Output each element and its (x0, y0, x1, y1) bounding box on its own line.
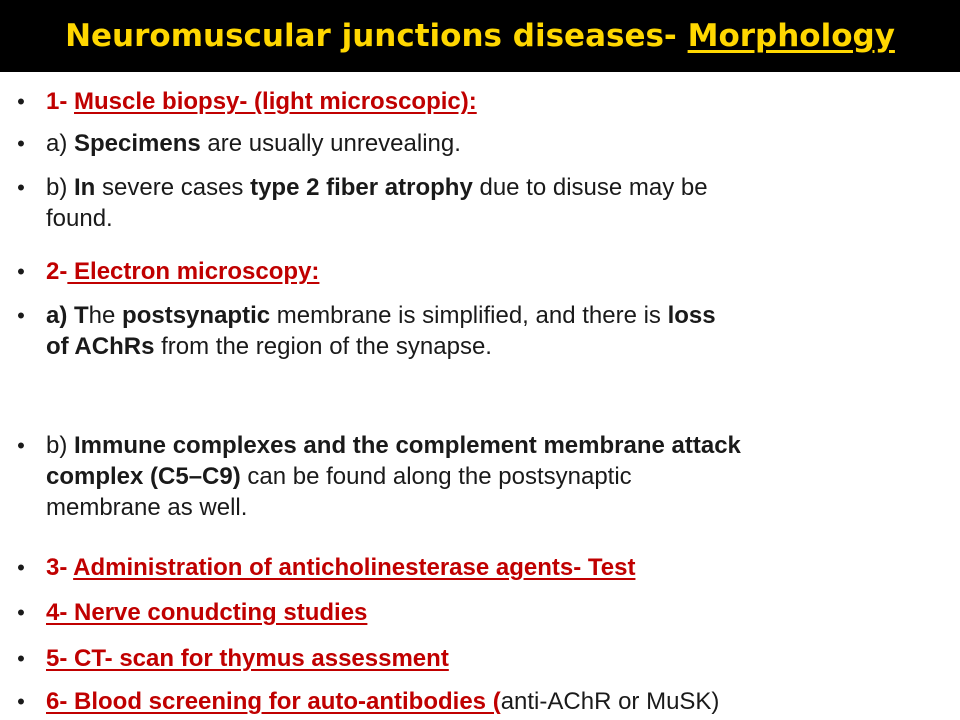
slide-title (65, 18, 895, 54)
title-prefix: Neuromuscular junctions diseases- (65, 18, 688, 54)
bullet-anticholinesterase (17, 552, 946, 583)
bullet-type2-atrophy (17, 172, 946, 234)
bold-term: Immune complexes and the complement membrane attack (74, 432, 741, 459)
bullet-dot: • (17, 689, 25, 714)
bold-term: Specimens (74, 130, 201, 157)
bullet-number: 2- (46, 258, 68, 285)
item-text: from the region of the synapse. (154, 333, 492, 360)
bold-term: In (74, 174, 96, 201)
bullet-nerve-studies (17, 597, 946, 628)
item-letter: b) (46, 174, 75, 201)
bullet-specimens (17, 128, 946, 159)
bold-term: of AChRs (46, 333, 155, 360)
bullet-dot: • (17, 646, 25, 671)
item-text: he (88, 302, 123, 329)
bullet-dot: • (17, 600, 25, 625)
bullet-dot: • (17, 555, 25, 580)
bullet-dot: • (17, 259, 25, 284)
item-text: membrane as well. (46, 494, 248, 521)
bullet-number: 3- (46, 554, 74, 581)
item-letter: b) (46, 432, 75, 459)
item-text: membrane is simplified, and there is (270, 302, 668, 329)
bullet-number: 1- (46, 88, 75, 115)
section-heading: Administration of anticholinesterase agents- Test (73, 554, 636, 581)
item-text: found. (46, 205, 113, 232)
title-underlined: Morphology (687, 18, 895, 54)
section-heading: Muscle biopsy- (light microscopic): (74, 88, 477, 115)
section-heading: 6- Blood screening for auto-antibodies ( (46, 688, 501, 715)
item-letter: a) (46, 130, 75, 157)
bullet-immune-complexes (17, 430, 946, 523)
item-text: can be found along the postsynaptic (240, 463, 632, 490)
bullet-blood-screening (17, 686, 946, 717)
item-text: due to disuse may be (472, 174, 708, 201)
bullet-postsynaptic (17, 300, 946, 362)
item-text: severe cases (95, 174, 251, 201)
bullet-electron-microscopy (17, 256, 946, 287)
bullet-dot: • (17, 433, 25, 458)
section-heading: Electron microscopy: (67, 258, 320, 285)
bullet-dot: • (17, 131, 25, 156)
section-heading: 5- CT- scan for thymus assessment (46, 645, 449, 672)
bullet-ct-scan (17, 643, 946, 674)
bullet-dot: • (17, 89, 25, 114)
section-heading: 4- Nerve conudcting studies (46, 599, 368, 626)
bold-term: postsynaptic (122, 302, 271, 329)
title-bar (0, 0, 960, 72)
bold-term: complex (C5–C9) (46, 463, 241, 490)
bullet-dot: • (17, 175, 25, 200)
bold-term: loss (667, 302, 716, 329)
bold-term: type 2 fiber atrophy (250, 174, 473, 201)
bullet-dot: • (17, 303, 25, 328)
item-text: anti-AChR or MuSK) (500, 688, 720, 715)
item-text: are usually unrevealing. (200, 130, 461, 157)
bullet-muscle-biopsy (17, 86, 946, 117)
item-letter: a) T (46, 302, 89, 329)
